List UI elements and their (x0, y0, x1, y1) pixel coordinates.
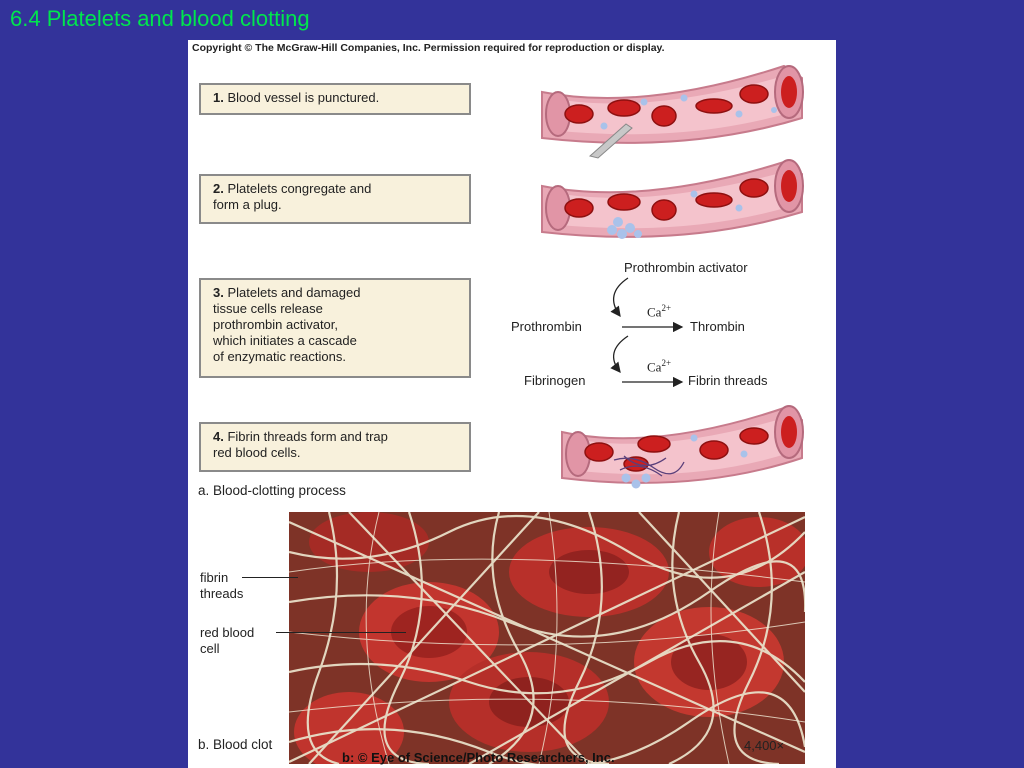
prothrombin-label: Prothrombin (511, 319, 582, 334)
step-number: 1. (213, 90, 224, 105)
step-text: Fibrin threads form and trap red blood cells. (213, 429, 388, 460)
step-number: 2. (213, 181, 224, 196)
prothrombin-activator-label: Prothrombin activator (624, 260, 748, 275)
vessel-clot-illustration (554, 398, 812, 498)
fibrin-threads-callout: fibrin threads (200, 570, 244, 601)
fibrinogen-label: Fibrinogen (524, 373, 586, 388)
slide-title: 6.4 Platelets and blood clotting (10, 6, 310, 31)
step-text: Platelets congregate and form a plug. (213, 181, 372, 212)
step-number: 4. (213, 429, 224, 444)
photo-credit: b: © Eye of Science/Photo Researchers, Inc. (342, 750, 615, 765)
step-number: 3. (213, 285, 224, 300)
magnification-label: 4,400× (744, 738, 785, 753)
fibrin-threads-label: Fibrin threads (688, 373, 768, 388)
thrombin-label: Thrombin (690, 319, 745, 334)
calcium-ion-2: $Ca^{2+}$ (647, 358, 672, 375)
step-text: Blood vessel is punctured. (227, 90, 380, 105)
reaction-arrows (592, 272, 702, 402)
caption-b: b. Blood clot (198, 737, 273, 752)
blood-clot-micrograph (289, 512, 805, 764)
red-blood-cell-callout: red blood cell (200, 625, 255, 656)
caption-a: a. Blood-clotting process (198, 483, 346, 498)
step-box-2 (199, 174, 471, 224)
vessel-punctured-illustration (534, 54, 812, 160)
rbc-leader-line (276, 632, 406, 633)
figure-panel (188, 40, 836, 768)
step-text: Platelets and damaged tissue cells release prothrombin activator, which initiates a cascade of enzymatic reactions. (213, 285, 361, 364)
vessel-platelet-plug-illustration (534, 152, 812, 252)
step-box-3 (199, 278, 471, 378)
copyright-notice: Copyright © The McGraw-Hill Companies, Inc. Permission required for reproduction or display. (192, 42, 665, 54)
step-box-1 (199, 83, 471, 115)
calcium-ion-1: $Ca^{2+}$ (647, 303, 672, 320)
step-box-4 (199, 422, 471, 472)
fibrin-leader-line (242, 577, 298, 578)
